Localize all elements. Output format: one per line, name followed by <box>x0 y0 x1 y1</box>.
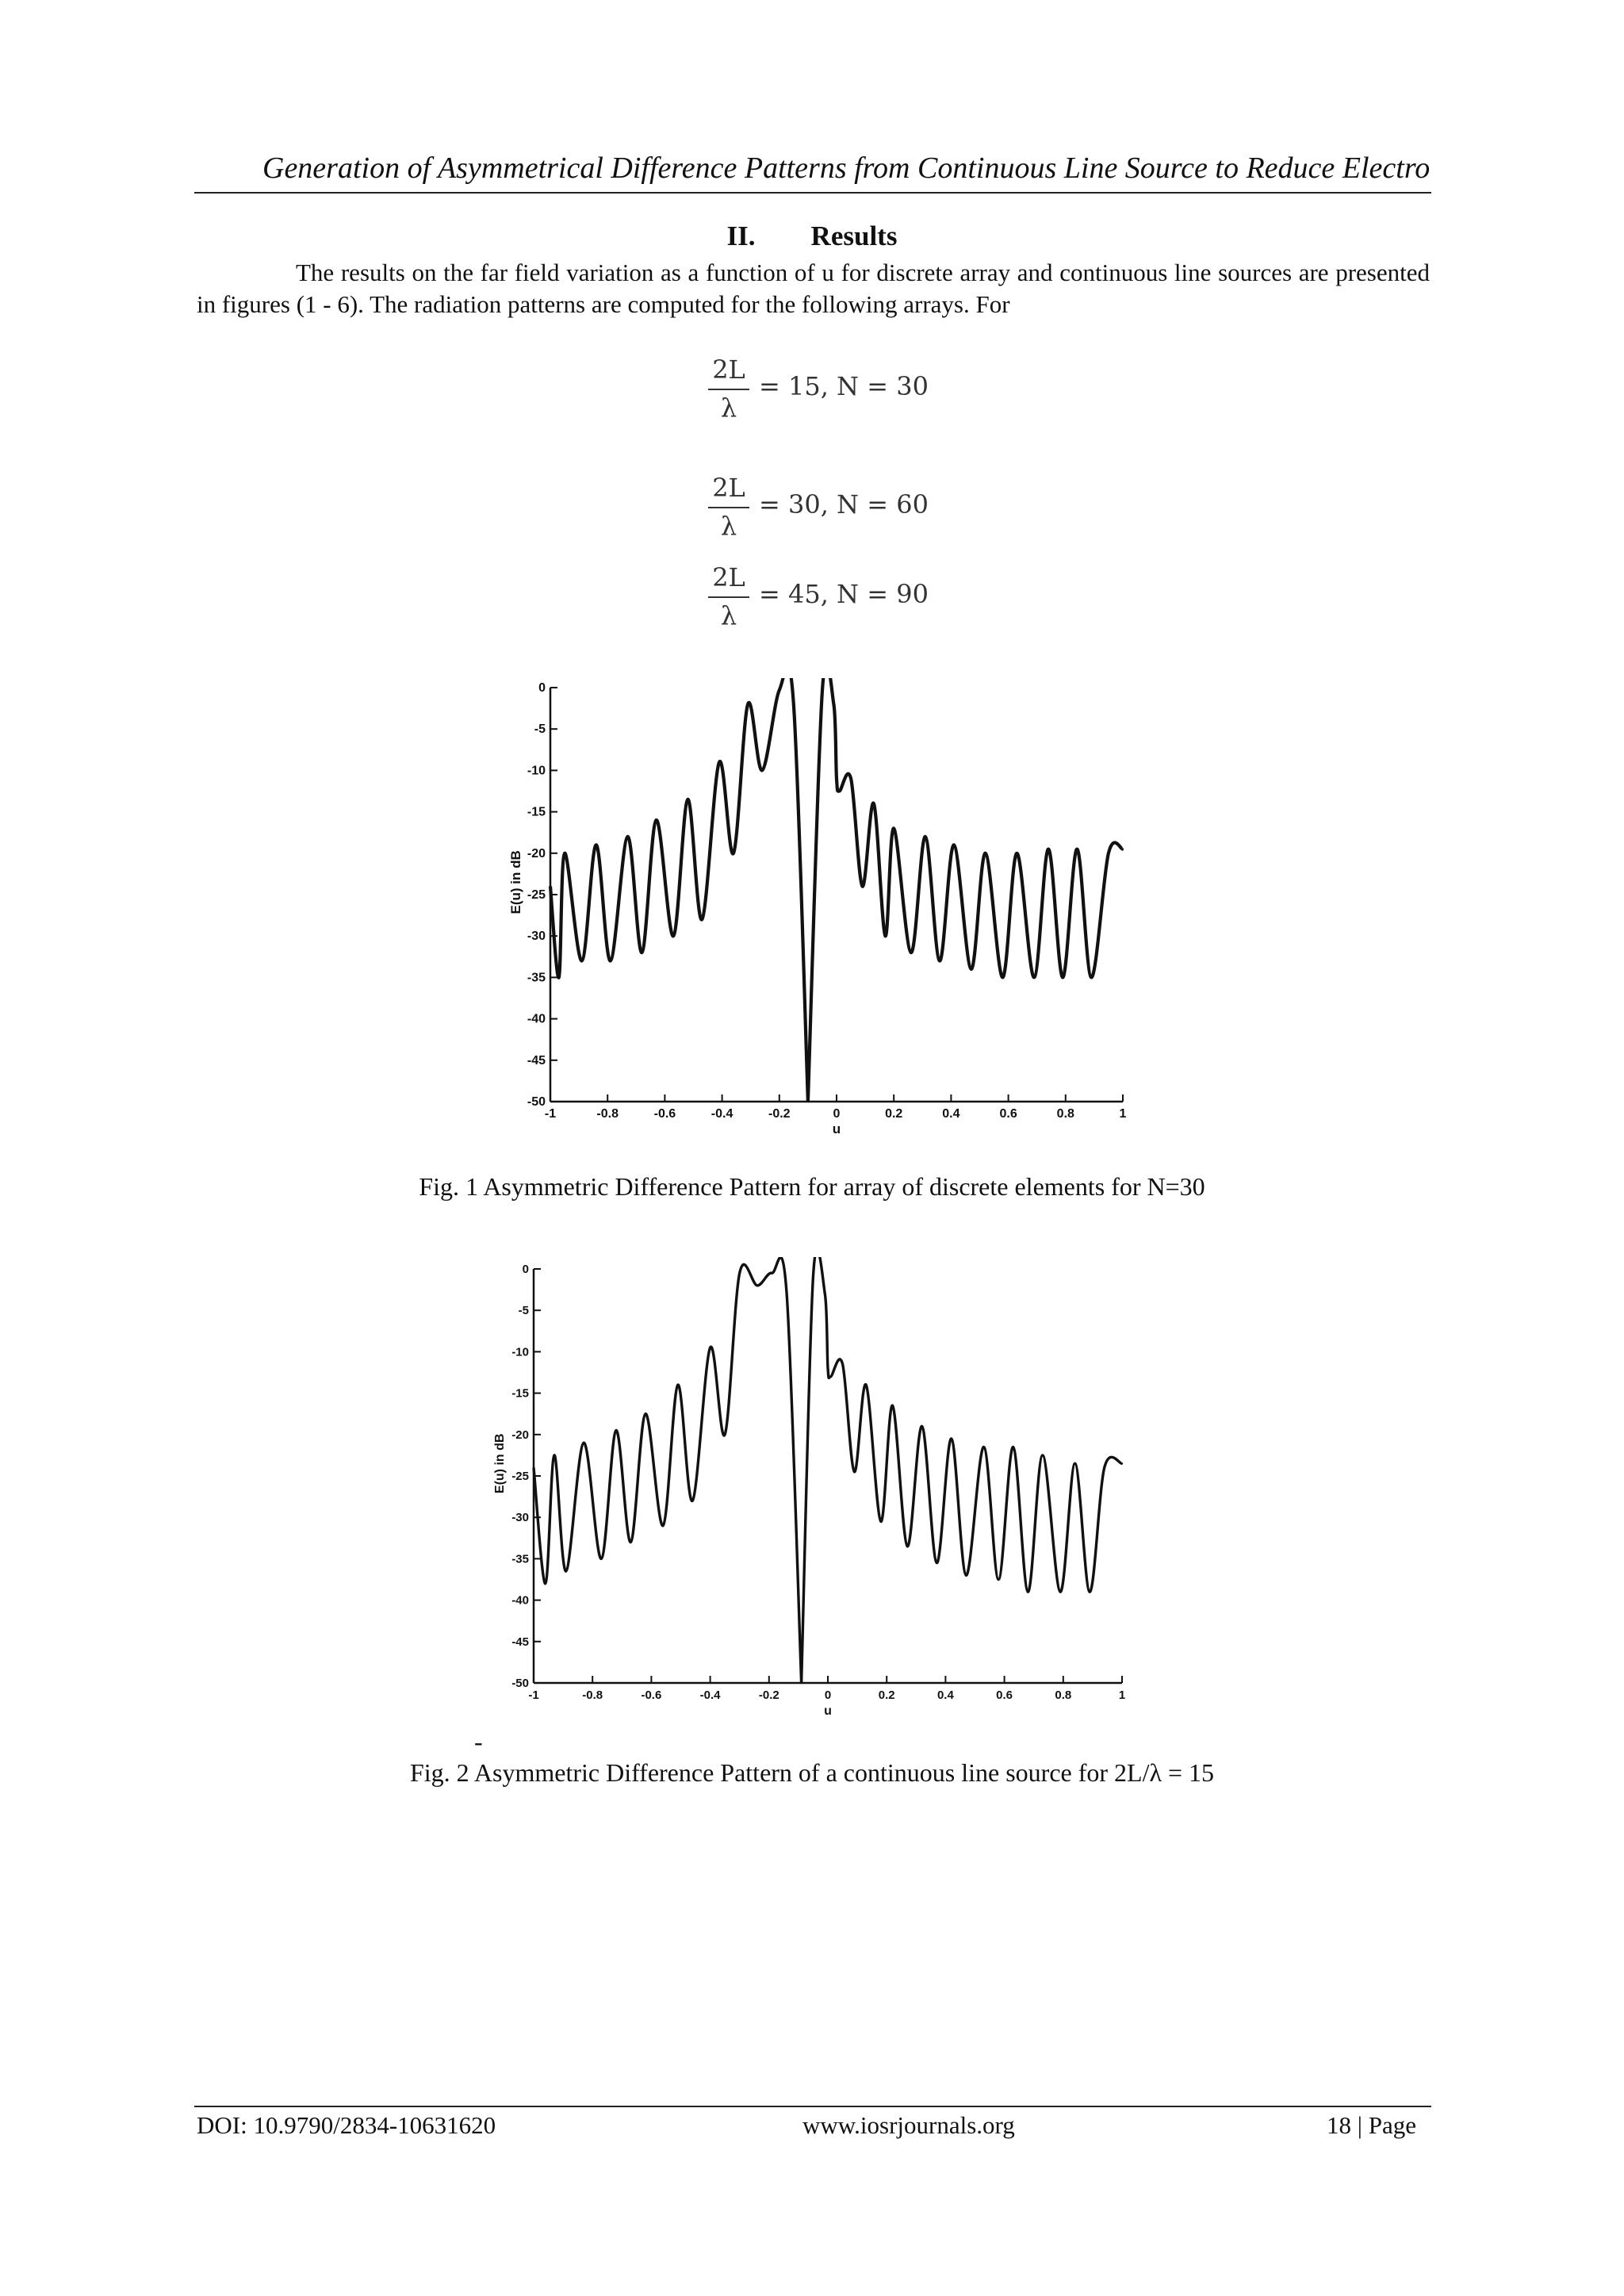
y-tick-label: -25 <box>527 888 546 902</box>
fraction <box>708 472 749 540</box>
numerator: 2L <box>712 473 745 503</box>
x-tick-label: -1 <box>528 1688 539 1702</box>
numerator: 2L <box>712 355 745 385</box>
data-point <box>1048 848 1049 849</box>
data-point <box>691 1500 693 1501</box>
data-point <box>655 819 657 821</box>
x-tick-label: 0.8 <box>1055 1688 1072 1702</box>
data-point <box>1108 853 1109 854</box>
data-point <box>953 844 955 845</box>
y-tick-label: -40 <box>511 1593 529 1608</box>
data-point <box>807 1101 809 1102</box>
data-point <box>600 1558 602 1559</box>
data-point <box>891 1405 893 1406</box>
x-tick-label: -0.6 <box>641 1688 662 1702</box>
series-line-right <box>802 1257 1122 1683</box>
y-tick-label: -30 <box>511 1511 529 1525</box>
data-point <box>880 1520 882 1522</box>
x-tick-label: 0.8 <box>1056 1107 1074 1121</box>
data-point <box>565 1570 567 1572</box>
y-tick-label: -50 <box>527 1095 546 1109</box>
data-point <box>662 1524 664 1526</box>
data-point <box>998 1578 999 1580</box>
y-tick-label: -20 <box>527 846 546 861</box>
x-tick-label: -0.4 <box>710 1107 733 1121</box>
equation-rhs: = 45, N = 90 <box>759 579 929 609</box>
data-point <box>1013 1446 1014 1447</box>
data-point <box>910 952 912 953</box>
data-point <box>583 1442 584 1443</box>
data-point <box>1016 853 1017 854</box>
x-axis-label: u <box>832 1121 841 1137</box>
running-header <box>194 151 1431 190</box>
data-point <box>850 778 852 780</box>
data-point <box>630 1541 631 1543</box>
data-point <box>812 1276 814 1278</box>
data-point <box>865 1384 867 1386</box>
footer-doi: DOI: 10.9790/2834-10631620 <box>197 2111 496 2139</box>
y-tick-label: -20 <box>511 1428 529 1442</box>
fraction-bar <box>708 596 749 598</box>
denominator: λ <box>720 600 737 631</box>
data-point <box>581 960 583 961</box>
data-point <box>610 960 611 961</box>
data-point <box>1076 848 1078 849</box>
data-point <box>724 1434 726 1435</box>
denominator: λ <box>720 511 737 541</box>
x-tick-label: 0.2 <box>885 1107 903 1121</box>
data-point <box>545 1583 546 1585</box>
data-point <box>550 885 551 887</box>
y-tick-label: -25 <box>511 1470 529 1483</box>
x-tick-label: -0.6 <box>653 1107 676 1121</box>
section-number: II. <box>726 220 756 251</box>
footer-rule <box>194 2106 1431 2107</box>
data-point <box>939 960 940 961</box>
y-axis-label: E(u) in dB <box>493 1433 507 1494</box>
x-axis-label: u <box>824 1704 832 1718</box>
stray-dash: - <box>474 1727 483 1756</box>
section-heading <box>0 220 1624 252</box>
data-point <box>564 853 565 854</box>
data-point <box>596 844 597 845</box>
series-line-right <box>808 678 1123 1102</box>
data-point <box>558 976 560 978</box>
x-tick-label: 0.4 <box>942 1107 960 1121</box>
y-tick-label: -35 <box>527 971 546 985</box>
series-line-left <box>534 1257 802 1683</box>
fraction <box>708 354 749 422</box>
data-point <box>921 1425 923 1427</box>
data-point <box>756 1285 758 1286</box>
x-tick-label: 0.6 <box>999 1107 1017 1121</box>
numerator: 2L <box>712 562 745 592</box>
x-tick-label: 0 <box>824 1688 832 1702</box>
denominator: λ <box>720 393 737 423</box>
data-point <box>733 853 734 854</box>
fraction-bar <box>708 389 749 390</box>
data-point <box>833 703 834 705</box>
data-point <box>718 761 720 763</box>
y-tick-label: -35 <box>511 1552 529 1566</box>
data-point <box>965 1574 967 1576</box>
y-tick-label: -10 <box>511 1345 529 1359</box>
y-tick-label: -10 <box>527 764 546 778</box>
data-point <box>677 1384 679 1386</box>
data-point <box>925 836 926 838</box>
x-tick-label: -0.2 <box>768 1107 791 1121</box>
data-point <box>615 1429 617 1431</box>
figure-2-caption: Fig. 2 Asymmetric Difference Pattern of a continuous line source for 2L/λ = 15 <box>409 1758 1215 1787</box>
data-point <box>1042 1455 1044 1456</box>
y-tick-label: -15 <box>511 1386 529 1401</box>
data-point <box>1033 976 1035 978</box>
data-point <box>793 703 795 705</box>
y-tick-label: -45 <box>511 1635 529 1649</box>
y-tick-label: -15 <box>527 805 546 819</box>
header-rule <box>194 192 1431 194</box>
data-point <box>1104 1466 1105 1468</box>
data-point <box>841 1363 843 1365</box>
data-point <box>861 885 863 887</box>
data-point <box>822 691 823 692</box>
data-point <box>827 1367 829 1369</box>
data-point <box>672 935 674 937</box>
data-point <box>645 1413 646 1415</box>
y-tick-label: -40 <box>527 1012 546 1026</box>
data-point <box>779 689 780 691</box>
y-tick-label: -5 <box>534 723 546 737</box>
y-tick-label: 0 <box>522 1263 529 1276</box>
data-point <box>626 836 628 838</box>
data-point <box>1122 848 1124 849</box>
body-paragraph: The results on the far field variation as a function of u for discrete array and continuous line sources are presented in figures (1 - 6). The radiation patterns are computed for the following arrays. For <box>197 259 1430 318</box>
equation-2 <box>702 472 940 543</box>
section-title: Results <box>810 220 898 251</box>
footer-website: www.iosrjournals.org <box>802 2111 1015 2139</box>
data-point <box>1074 1462 1075 1464</box>
data-point <box>893 827 894 829</box>
x-tick-label: 0.4 <box>936 1688 954 1702</box>
data-point <box>701 918 703 920</box>
data-point <box>836 778 837 780</box>
data-point <box>761 769 763 771</box>
x-tick-label: -1 <box>544 1107 557 1121</box>
data-point <box>951 1438 952 1439</box>
data-point <box>982 1446 984 1447</box>
data-point <box>1062 976 1063 978</box>
data-point <box>1002 976 1003 978</box>
data-point <box>936 1562 937 1563</box>
data-point <box>786 1293 787 1294</box>
data-point <box>906 1546 908 1547</box>
x-tick-label: -0.8 <box>596 1107 619 1121</box>
x-tick-label: 1 <box>1119 1107 1127 1121</box>
data-point <box>800 1682 802 1684</box>
x-tick-label: 0 <box>833 1107 841 1121</box>
y-tick-label: -45 <box>527 1053 546 1068</box>
y-tick-label: -5 <box>518 1304 529 1318</box>
data-point <box>709 1347 710 1348</box>
fraction <box>708 562 749 630</box>
data-point <box>747 703 749 705</box>
data-point <box>884 935 886 937</box>
y-tick-label: -30 <box>527 930 546 944</box>
data-point <box>553 1455 555 1456</box>
x-tick-label: -0.8 <box>582 1688 603 1702</box>
data-point <box>824 1293 825 1294</box>
y-tick-label: 0 <box>538 681 546 695</box>
figure-2-chart <box>488 1257 1138 1733</box>
data-point <box>1059 1591 1061 1593</box>
x-tick-label: 1 <box>1118 1688 1126 1702</box>
data-point <box>771 1272 772 1274</box>
x-tick-label: -0.2 <box>758 1688 779 1702</box>
data-point <box>985 853 986 854</box>
data-point <box>830 1376 832 1378</box>
equation-3 <box>702 562 940 633</box>
data-point <box>1089 1591 1090 1593</box>
data-point <box>873 803 875 804</box>
data-point <box>1027 1591 1028 1593</box>
equation-rhs: = 30, N = 60 <box>759 489 929 519</box>
y-axis-label: E(u) in dB <box>508 850 523 914</box>
data-point <box>1121 1462 1123 1464</box>
running-title: Generation of Asymmetrical Difference Patterns from Continuous Line Source to Reduce Electro <box>262 151 1431 185</box>
x-tick-label: 0.2 <box>878 1688 895 1702</box>
fraction-bar <box>708 507 749 508</box>
footer-page-number: 18 | Page <box>1327 2111 1416 2139</box>
equation-rhs: = 15, N = 30 <box>759 371 929 401</box>
data-point <box>1090 976 1092 978</box>
x-tick-label: 0.6 <box>996 1688 1013 1702</box>
data-point <box>971 968 972 970</box>
data-point <box>641 952 642 953</box>
data-point <box>853 1471 855 1473</box>
data-point <box>739 1272 741 1274</box>
data-point <box>838 790 840 792</box>
x-tick-label: -0.4 <box>699 1688 721 1702</box>
figure-1-chart <box>508 678 1142 1146</box>
equation-1 <box>702 354 940 425</box>
data-point <box>533 1466 534 1468</box>
y-tick-label: -50 <box>511 1677 529 1690</box>
figure-1-caption: Fig. 1 Asymmetric Difference Pattern for array of discrete elements for N=30 <box>419 1172 1205 1201</box>
series-line-left <box>550 678 808 1102</box>
data-point <box>687 799 688 800</box>
